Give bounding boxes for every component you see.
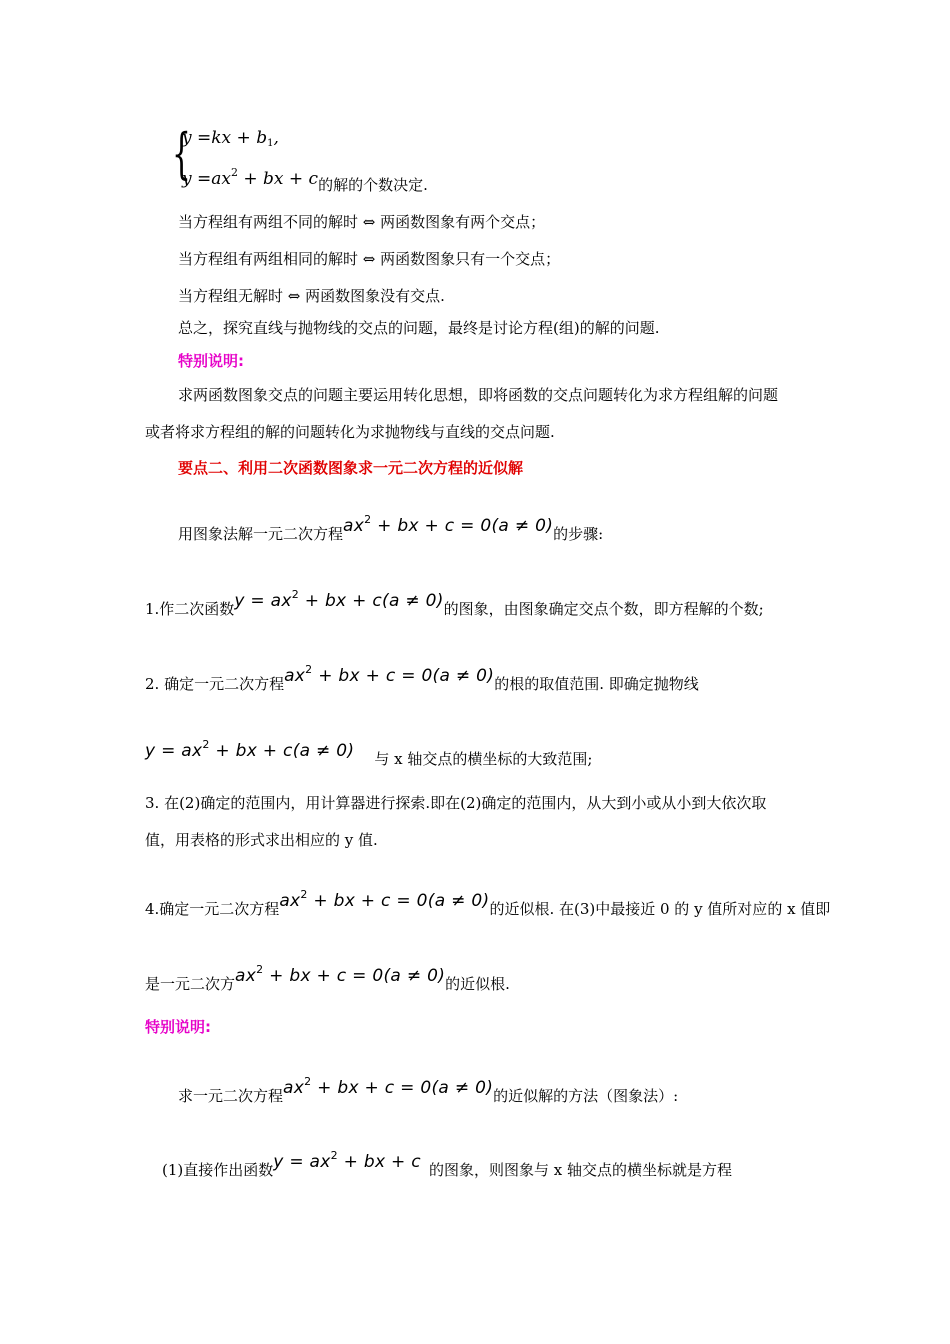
section-2-heading: 要点二、利用二次函数图象求一元二次方程的近似解 [178,459,524,477]
system-line-1: $y =kx + b_1$, [182,128,279,149]
special-note-heading-1: 特别说明: [178,352,244,370]
step-2: 2. 确定一元二次方程$ax^2$ + bx + c = 0(a ≠ 0)的根的取值范围. 即确定抛物线 [145,663,699,693]
section-2-intro: 用图象法解一元二次方程$ax^2$ + bx + c = 0(a ≠ 0)的步骤: [178,513,604,543]
special-note-1-line-2: 或者将求方程组的解的问题转化为求抛物线与直线的交点问题. [145,423,555,441]
case-two-distinct: 当方程组有两组不同的解时 ⇔ 两函数图象有两个交点； [178,213,546,231]
special-note-1-line-1: 求两函数图象交点的问题主要运用转化思想，即将函数的交点问题转化为求方程组解的问题 [178,386,779,404]
step-4-continued: 是一元二次方$ax^2$ + bx + c = 0(a ≠ 0)的近似根. [145,963,510,993]
system-suffix: 的解的个数决定. [318,176,428,194]
step-2-continued: $y = ax^2$ + bx + c(a ≠ 0) 与 x 轴交点的横坐标的大致范围; [145,738,593,768]
case-no-solution: 当方程组无解时 ⇔ 两函数图象没有交点. [178,287,445,305]
special-note-heading-2: 特别说明: [145,1018,211,1036]
step-3-line-2: 值，用表格的形式求出相应的 y 值. [145,831,378,849]
special-note-2-item-1: (1)直接作出函数$y = ax^2$ + bx + c 的图象，则图象与 x 轴交点的横坐标就是方程 [162,1149,732,1179]
step-4: 4.确定一元二次方程$ax^2$ + bx + c = 0(a ≠ 0)的近似根. 在(3)中最接近 0 的 y 值所对应的 x 值即 [145,888,831,918]
step-1: 1.作二次函数$y = ax^2$ + bx + c(a ≠ 0)的图象，由图象确定交点个数，即方程解的个数; [145,588,764,618]
system-line-2: $y =ax^2$ + bx + c的解的个数决定. [182,166,428,194]
summary-text: 总之，探究直线与抛物线的交点的问题，最终是讨论方程(组)的解的问题. [178,319,660,337]
step-3-line-1: 3. 在(2)确定的范围内，用计算器进行探索.即在(2)确定的范围内，从大到小或从小到大依次取 [145,794,767,812]
special-note-2-line: 求一元二次方程$ax^2$ + bx + c = 0(a ≠ 0)的近似解的方法（图象法）: [178,1075,679,1105]
system-brace: { [172,122,191,185]
case-two-equal: 当方程组有两组相同的解时 ⇔ 两函数图象只有一个交点； [178,250,561,268]
